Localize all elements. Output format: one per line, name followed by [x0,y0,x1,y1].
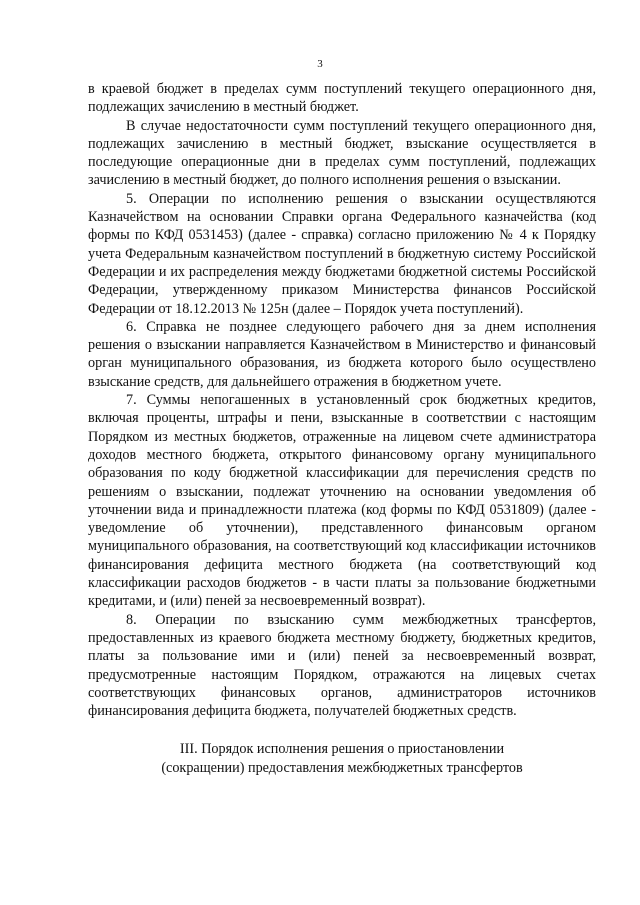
paragraph-item-6: 6. Справка не позднее следующего рабочего дня за днем исполнения решения о взыскании направляется Казначейством в Министерство и финансовый орган муниципального образования, из бюджета которого было осуществлено взыскание средств, для дальнейшего отражения в бюджетном учете. [88,318,596,390]
paragraph-insufficient-funds: В случае недостаточности сумм поступлений текущего операционного дня, подлежащих зачислению в местный бюджет, взыскание осуществляется в последующие операционные дни в пределах сумм поступлений, подлежащих зачислению в местный бюджет, до полного исполнения решения о взыскании. [88,117,596,189]
paragraph-continuation: в краевой бюджет в пределах сумм поступлений текущего операционного дня, подлежащих зачислению в местный бюджет. [88,81,596,116]
paragraph-item-5: 5. Операции по исполнению решения о взыскании осуществляются Казначейством на основании Справки органа Федерального казначейства (код формы по КФД 0531453) (далее - справка) согласно приложению № 4 к Порядку учета Федеральным казначейством поступлений в бюджетную систему Российской Федерации и их распределения между бюджетами бюджетной системы Российской Федерации, утвержденному приказом Министерства финансов Российской Федерации от 18.12.2013 № 125н (далее – Порядок учета поступлений). [88,190,596,317]
section-heading [88,740,596,777]
section-heading-line-1: III. Порядок исполнения решения о приостановлении [179,741,505,758]
paragraph-item-7: 7. Суммы непогашенных в установленный срок бюджетных кредитов, включая проценты, штрафы и пени, взысканные в соответствии с настоящим Порядком из местных бюджетов, отраженные на лицевом счете администратора доходов местного бюджета, открытого финансовому органу муниципального образования по коду бюджетной классификации для перечисления средств по решениям о взыскании, подлежат уточнению на основании уведомления об уточнении вида и принадлежности платежа (код формы по КФД 0531809) (далее - уведомление об уточнении), представленного финансовым органом муниципального образования, на соответствующий код классификации источников финансирования дефицита местного бюджета (на соответствующий код классификации расходов бюджетов - в части платы за пользование бюджетными кредитами, и (или) пеней за несвоевременный возврат). [88,392,596,610]
section-heading-line-2: (сокращении) предоставления межбюджетных трансфертов [161,759,523,776]
paragraph-item-8: 8. Операции по взысканию сумм межбюджетных трансфертов, предоставленных из краевого бюджета местному бюджету, бюджетных кредитов, платы за пользование ими и (или) пеней за несвоевременный возврат, предусмотренные настоящим Порядком, отражаются на лицевых счетах соответствующих финансовых органов, администраторов источников финансирования дефицита бюджета, получателей бюджетных средств. [88,611,596,720]
page-number: 3 [317,58,323,70]
document-body [88,80,596,777]
